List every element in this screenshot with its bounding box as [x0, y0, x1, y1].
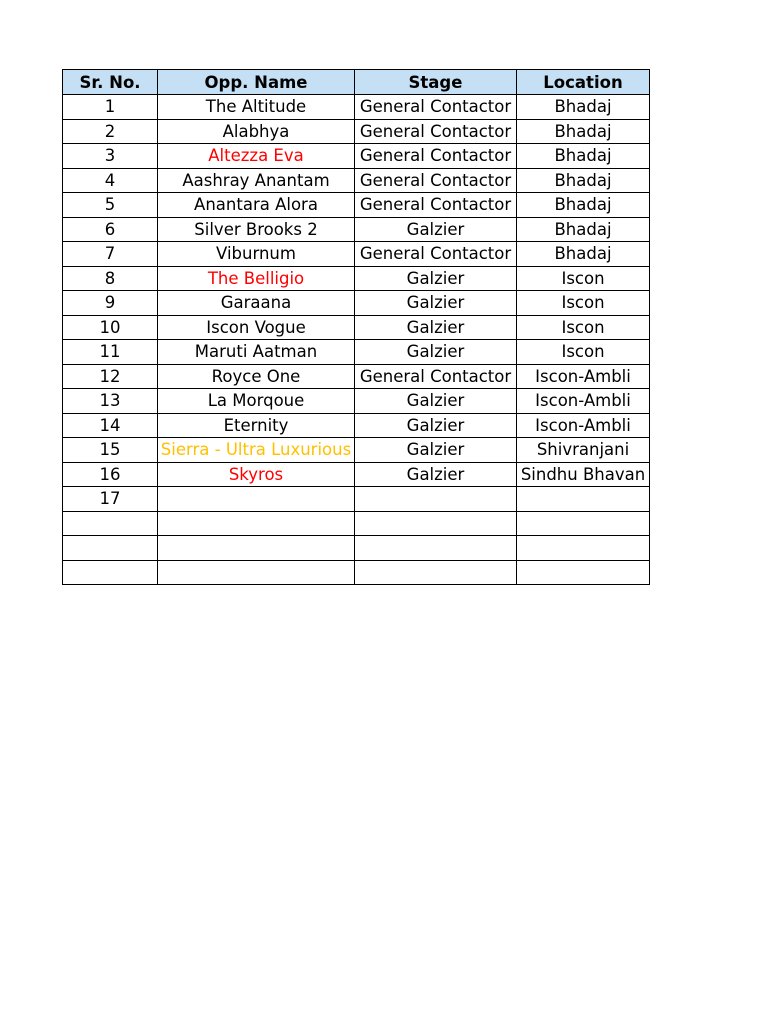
cell-location — [517, 511, 650, 536]
cell-location: Bhadaj — [517, 95, 650, 120]
header-row — [63, 70, 650, 95]
table-row — [63, 413, 650, 438]
cell-opp-name: Skyros — [158, 462, 355, 487]
cell-location: Bhadaj — [517, 144, 650, 169]
cell-opp-name: Silver Brooks 2 — [158, 217, 355, 242]
cell-sr-no: 2 — [63, 119, 158, 144]
cell-sr-no: 5 — [63, 193, 158, 218]
cell-sr-no — [63, 560, 158, 585]
table-row — [63, 266, 650, 291]
table-row — [63, 511, 650, 536]
cell-sr-no — [63, 536, 158, 561]
cell-location: Iscon-Ambli — [517, 364, 650, 389]
cell-stage: General Contactor — [355, 168, 517, 193]
col-header-location: Location — [517, 70, 650, 95]
cell-sr-no: 1 — [63, 95, 158, 120]
cell-stage — [355, 560, 517, 585]
cell-opp-name: Anantara Alora — [158, 193, 355, 218]
cell-stage: General Contactor — [355, 242, 517, 267]
cell-location: Bhadaj — [517, 217, 650, 242]
cell-location: Iscon — [517, 266, 650, 291]
cell-sr-no: 7 — [63, 242, 158, 267]
cell-opp-name: Eternity — [158, 413, 355, 438]
cell-location — [517, 536, 650, 561]
cell-sr-no: 3 — [63, 144, 158, 169]
cell-sr-no: 14 — [63, 413, 158, 438]
cell-stage: General Contactor — [355, 193, 517, 218]
cell-opp-name — [158, 536, 355, 561]
col-header-sr-no: Sr. No. — [63, 70, 158, 95]
cell-location: Bhadaj — [517, 193, 650, 218]
cell-opp-name: Iscon Vogue — [158, 315, 355, 340]
cell-location: Iscon-Ambli — [517, 413, 650, 438]
cell-stage: Galzier — [355, 217, 517, 242]
cell-location: Iscon — [517, 315, 650, 340]
opportunity-table — [62, 69, 650, 585]
cell-opp-name: The Altitude — [158, 95, 355, 120]
table-row — [63, 193, 650, 218]
cell-stage: Galzier — [355, 315, 517, 340]
cell-opp-name: La Morqoue — [158, 389, 355, 414]
cell-location: Shivranjani — [517, 438, 650, 463]
cell-location: Bhadaj — [517, 242, 650, 267]
cell-stage — [355, 511, 517, 536]
cell-opp-name: Garaana — [158, 291, 355, 316]
cell-opp-name: Viburnum — [158, 242, 355, 267]
cell-sr-no: 9 — [63, 291, 158, 316]
cell-opp-name: Sierra - Ultra Luxurious — [158, 438, 355, 463]
cell-sr-no: 15 — [63, 438, 158, 463]
col-header-opp-name: Opp. Name — [158, 70, 355, 95]
cell-stage — [355, 536, 517, 561]
cell-sr-no: 10 — [63, 315, 158, 340]
table-row — [63, 95, 650, 120]
table-row — [63, 315, 650, 340]
cell-stage: General Contactor — [355, 119, 517, 144]
cell-location: Iscon-Ambli — [517, 389, 650, 414]
cell-stage: Galzier — [355, 266, 517, 291]
cell-stage: Galzier — [355, 291, 517, 316]
cell-sr-no: 4 — [63, 168, 158, 193]
cell-stage — [355, 487, 517, 512]
cell-sr-no: 8 — [63, 266, 158, 291]
cell-stage: Galzier — [355, 462, 517, 487]
cell-location — [517, 487, 650, 512]
cell-location — [517, 560, 650, 585]
cell-location: Bhadaj — [517, 168, 650, 193]
cell-sr-no: 12 — [63, 364, 158, 389]
cell-sr-no: 13 — [63, 389, 158, 414]
cell-opp-name: Aashray Anantam — [158, 168, 355, 193]
table-row — [63, 119, 650, 144]
cell-stage: General Contactor — [355, 144, 517, 169]
table-row — [63, 560, 650, 585]
table-row — [63, 291, 650, 316]
table-row — [63, 168, 650, 193]
cell-sr-no: 6 — [63, 217, 158, 242]
table-row — [63, 217, 650, 242]
table-row — [63, 364, 650, 389]
table-row — [63, 536, 650, 561]
cell-stage: Galzier — [355, 438, 517, 463]
cell-location: Iscon — [517, 291, 650, 316]
table-row — [63, 462, 650, 487]
table-row — [63, 144, 650, 169]
table-row — [63, 242, 650, 267]
col-header-stage: Stage — [355, 70, 517, 95]
cell-location: Iscon — [517, 340, 650, 365]
cell-stage: Galzier — [355, 389, 517, 414]
cell-sr-no: 11 — [63, 340, 158, 365]
cell-stage: Galzier — [355, 340, 517, 365]
cell-opp-name: The Belligio — [158, 266, 355, 291]
cell-opp-name — [158, 511, 355, 536]
table-row — [63, 438, 650, 463]
cell-stage: General Contactor — [355, 95, 517, 120]
cell-stage: Galzier — [355, 413, 517, 438]
cell-opp-name: Alabhya — [158, 119, 355, 144]
cell-opp-name: Altezza Eva — [158, 144, 355, 169]
cell-sr-no: 17 — [63, 487, 158, 512]
cell-opp-name: Maruti Aatman — [158, 340, 355, 365]
cell-stage: General Contactor — [355, 364, 517, 389]
cell-opp-name — [158, 560, 355, 585]
cell-sr-no: 16 — [63, 462, 158, 487]
cell-sr-no — [63, 511, 158, 536]
cell-location: Bhadaj — [517, 119, 650, 144]
cell-opp-name: Royce One — [158, 364, 355, 389]
table-row — [63, 487, 650, 512]
table-row — [63, 340, 650, 365]
cell-opp-name — [158, 487, 355, 512]
cell-location: Sindhu Bhavan — [517, 462, 650, 487]
table-row — [63, 389, 650, 414]
